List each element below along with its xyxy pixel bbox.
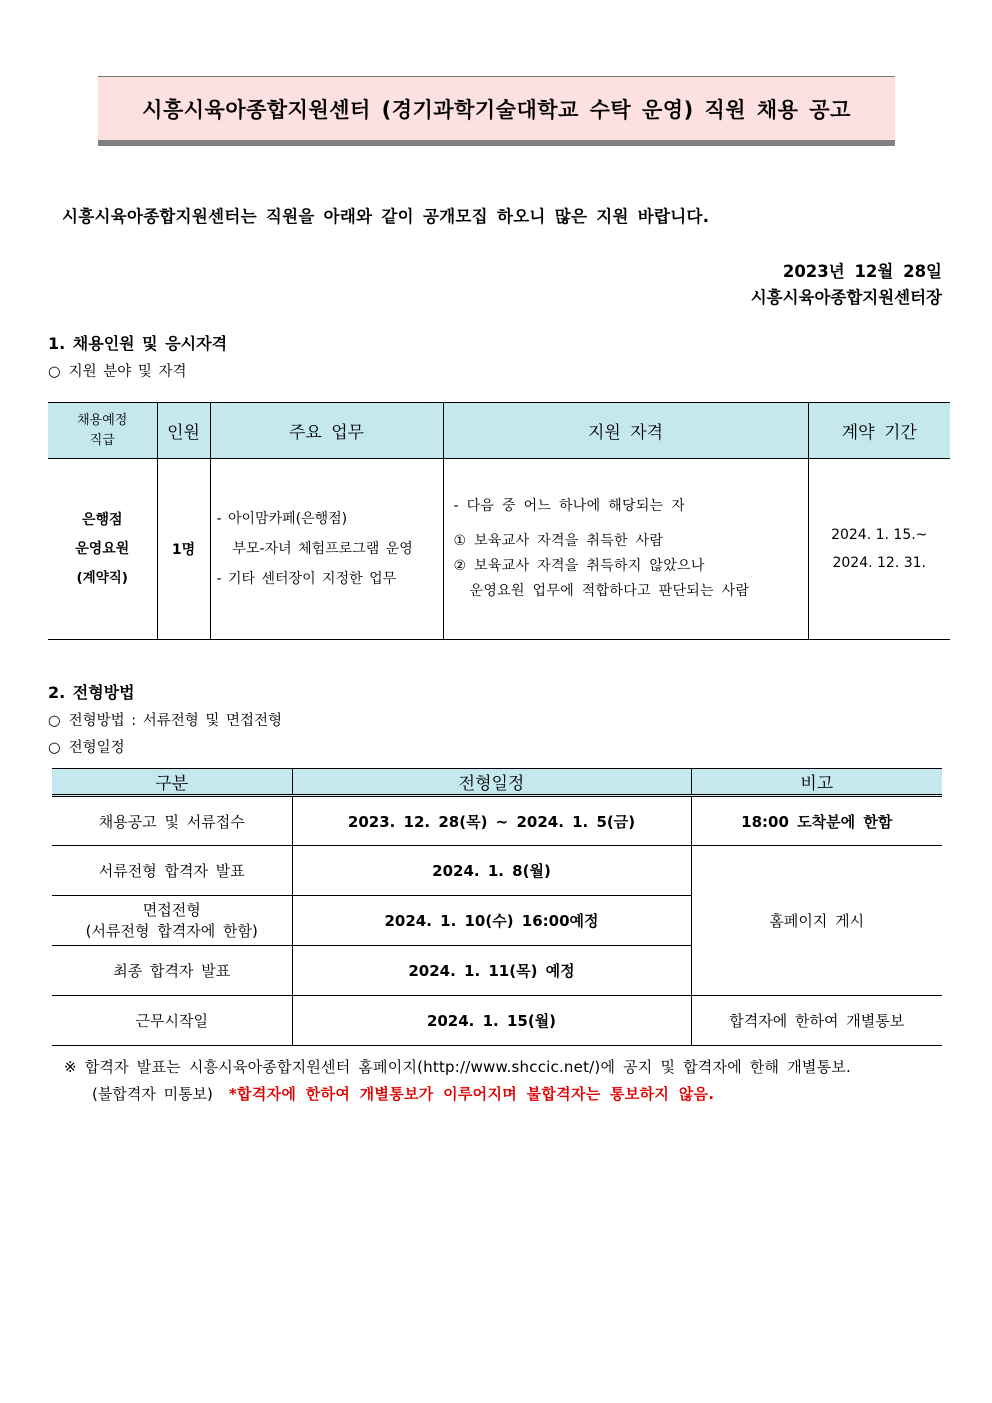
section2-bullet-method [48,709,282,730]
header-position-line1: 채용예정 [77,412,128,428]
duties-cell [210,459,443,640]
section1-bullet-text: 지원 분야 및 자격 [68,364,187,380]
schedule-cell: 2024. 1. 11(목) 예정 [292,946,691,996]
notice-line1: ※ 합격자 발표는 시흥시육아종합지원센터 홈페이지(http://www.shccic.net/)에 공지 및 합격자에 한해 개별통보. [64,1058,851,1076]
schedule-cell: 2024. 1. 15(월) [292,996,691,1046]
category-cell: 최종 합격자 발표 [52,946,292,996]
category-cell: 서류전형 합격자 발표 [52,846,292,896]
section2-heading: 2. 전형방법 [48,683,135,702]
header-period: 계약 기간 [808,403,950,459]
qual-line3: 운영요원 업무에 적합하다고 판단되는 사람 [469,582,750,599]
qual-line2: ② 보육교사 자격을 취득하지 않았으나 [453,557,705,574]
position-line1: 은행점 [81,511,123,528]
period-cell [808,459,950,640]
count-cell: 1명 [157,459,210,640]
period-start: 2024. 1. 15.~ [831,527,928,543]
category-cell [52,896,292,946]
header-count: 인원 [157,403,210,459]
position-type: (계약직) [76,569,128,586]
position-cell [48,459,157,640]
recruitment-table [48,402,950,640]
intro-text: 시흥시육아종합지원센터는 직원을 아래와 같이 공개모집 하오니 많은 지원 바랍니다. [62,207,710,226]
category-cell: 근무시작일 [52,996,292,1046]
schedule-cell: 2023. 12. 28(목) ~ 2024. 1. 5(금) [292,796,691,846]
schedule-cell: 2024. 1. 8(월) [292,846,691,896]
announcement-date: 2023년 12월 28일 [782,262,942,281]
notice-unsuccessful: (불합격자 미통보) [92,1085,213,1103]
category-cell: 채용공고 및 서류접수 [52,796,292,846]
schedule-cell: 2024. 1. 10(수) 16:00예정 [292,896,691,946]
header-qualification: 지원 자격 [443,403,808,459]
signer: 시흥시육아종합지원센터장 [750,288,942,307]
schedule-table [52,768,942,1046]
duty-line2: 부모-자녀 체험프로그램 운영 [232,541,413,557]
table-header-row [48,403,950,459]
bullet-circle-icon: ○ [48,740,61,756]
section2-bullet-schedule [48,736,125,757]
duty-line1: - 아이맘카페(은행점) [216,511,348,527]
table-row [52,996,942,1046]
notice-line2 [92,1083,714,1104]
section1-bullet [48,360,187,381]
note-cell: 18:00 도착분에 한함 [691,796,942,846]
notice-warning: *합격자에 한하여 개별통보가 이루어지며 불합격자는 통보하지 않음. [228,1085,715,1103]
qual-intro: - 다음 중 어느 하나에 해당되는 자 [453,497,686,514]
table-row [52,796,942,846]
schedule-header-row [52,769,942,796]
table-row [52,846,942,896]
duty-line3: - 기타 센터장이 지정한 업무 [216,571,397,587]
header-category: 구분 [52,769,292,796]
header-position-line2: 직급 [89,432,115,448]
qual-line1: ① 보육교사 자격을 취득한 사람 [453,532,664,549]
page-title: 시흥시육아종합지원센터 (경기과학기술대학교 수탁 운영) 직원 채용 공고 [98,76,895,146]
position-line2: 운영요원 [75,540,130,557]
section2-bullet2-text: 전형일정 [68,740,125,756]
category-line2: (서류전형 합격자에 한함) [85,921,258,940]
bullet-circle-icon: ○ [48,364,61,380]
category-line1: 면접전형 [142,900,201,919]
period-end: 2024. 12. 31. [832,555,926,571]
header-schedule: 전형일정 [292,769,691,796]
table-row [48,459,950,640]
header-note: 비고 [691,769,942,796]
header-duties: 주요 업무 [210,403,443,459]
qualification-cell [443,459,808,640]
bullet-circle-icon: ○ [48,713,61,729]
header-position [48,403,157,459]
note-cell: 합격자에 한하여 개별통보 [691,996,942,1046]
note-cell: 홈페이지 게시 [691,846,942,996]
section2-bullet1-text: 전형방법 : 서류전형 및 면접전형 [68,713,283,729]
section1-heading: 1. 채용인원 및 응시자격 [48,334,228,353]
